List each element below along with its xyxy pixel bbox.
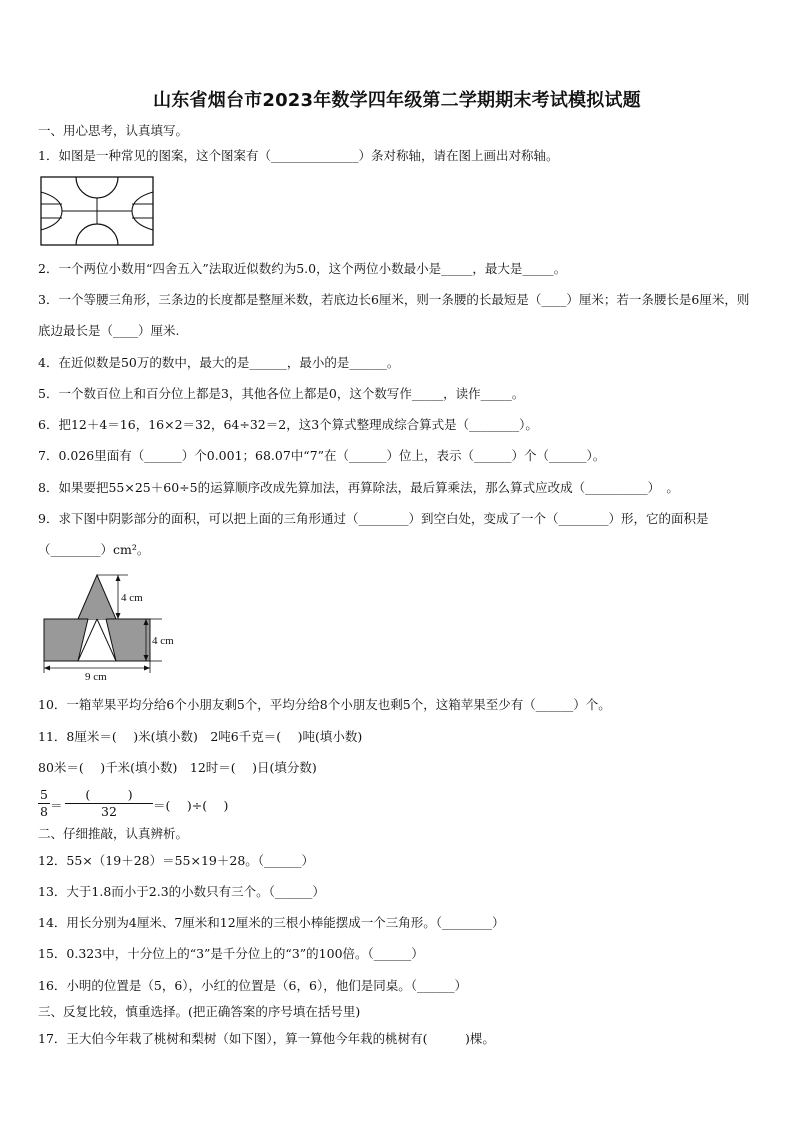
question-2: 2．一个两位小数用“四舍五入”法取近似数约为5.0，这个两位小数最小是_____，最大是_____。 — [38, 261, 567, 276]
question-7: 7．0.026里面有（______）个0.001；68.07中“7”在（______）位上，表示（______）个（______）。 — [38, 448, 606, 463]
question-6: 6．把12＋4＝16，16×2＝32，64÷32＝2，这3个算式整理成综合算式是（________）。 — [38, 417, 538, 432]
fraction-left-denominator: 8 — [40, 804, 48, 819]
dim-label-top: 4 cm — [121, 592, 143, 604]
fraction-right — [65, 788, 153, 819]
question-13: 13．大于1.8而小于2.3的小数只有三个。（______） — [38, 884, 325, 899]
section-heading-3: 三、反复比较，慎重选择。(把正确答案的序号填在括号里) — [38, 1004, 361, 1019]
fraction-left — [38, 788, 50, 819]
symmetry-pattern-figure — [40, 176, 154, 246]
question-12: 12．55×（19＋28）＝55×19＋28。（______） — [38, 853, 315, 868]
question-15: 15．0.323中，十分位上的“3”是千分位上的“3”的100倍。（______） — [38, 946, 424, 961]
question-4: 4．在近似数是50万的数中，最大的是______，最小的是______。 — [38, 355, 400, 370]
question-9: 9．求下图中阴影部分的面积，可以把上面的三角形通过（________）到空白处，变成了一个（________）形，它的面积是（________）cm²。 — [38, 511, 709, 557]
question-10: 10．一箱苹果平均分给6个小朋友剩5个，平均分给8个小朋友也剩5个，这箱苹果至少有（______）个。 — [38, 697, 611, 712]
dim-label-bottom: 9 cm — [85, 671, 107, 682]
question-11-line-2: 80米＝( )千米(填小数) 12时＝( )日(填分数) — [38, 760, 317, 775]
page-title: 山东省烟台市2023年数学四年级第二学期期末考试模拟试题 — [153, 90, 641, 111]
dim-label-right: 4 cm — [152, 635, 174, 647]
question-14: 14．用长分别为4厘米、7厘米和12厘米的三根小棒能摆成一个三角形。（________） — [38, 915, 505, 930]
fraction-right-numerator: ( ) — [85, 787, 133, 802]
shaded-area-figure — [40, 570, 190, 682]
fraction-right-denominator: 32 — [101, 804, 117, 819]
section-heading-2: 二、仔细推敲，认真辨析。 — [38, 826, 189, 841]
fraction-equals: ＝ — [50, 798, 63, 813]
fraction-left-numerator: 5 — [40, 787, 48, 802]
question-11-line-1: 11．8厘米＝( )米(填小数) 2吨6千克＝( )吨(填小数) — [38, 729, 363, 744]
question-3: 3．一个等腰三角形，三条边的长度都是整厘米数，若底边长6厘米，则一条腰的长最短是（____）厘米；若一条腰长是6厘米，则底边最长是（____）厘米. — [38, 292, 750, 338]
question-5: 5．一个数百位上和百分位上都是3，其他各位上都是0，这个数写作_____，读作_____。 — [38, 386, 525, 401]
fraction-division-blanks: ＝( )÷( ) — [153, 798, 229, 813]
question-16: 16．小明的位置是（5，6），小红的位置是（6，6），他们是同桌。（______） — [38, 978, 467, 993]
question-8: 8．如果要把55×25＋60÷5的运算顺序改成先算加法，再算除法，最后算乘法，那么算式应改成（__________） 。 — [38, 480, 679, 495]
question-17: 17．王大伯今年栽了桃树和梨树（如下图），算一算他今年栽的桃树有( )棵。 — [38, 1031, 495, 1046]
section-heading-1: 一、用心思考，认真填写。 — [38, 123, 189, 138]
question-1: 1．如图是一种常见的图案，这个图案有（______________）条对称轴，请在图上画出对称轴。 — [38, 148, 559, 163]
